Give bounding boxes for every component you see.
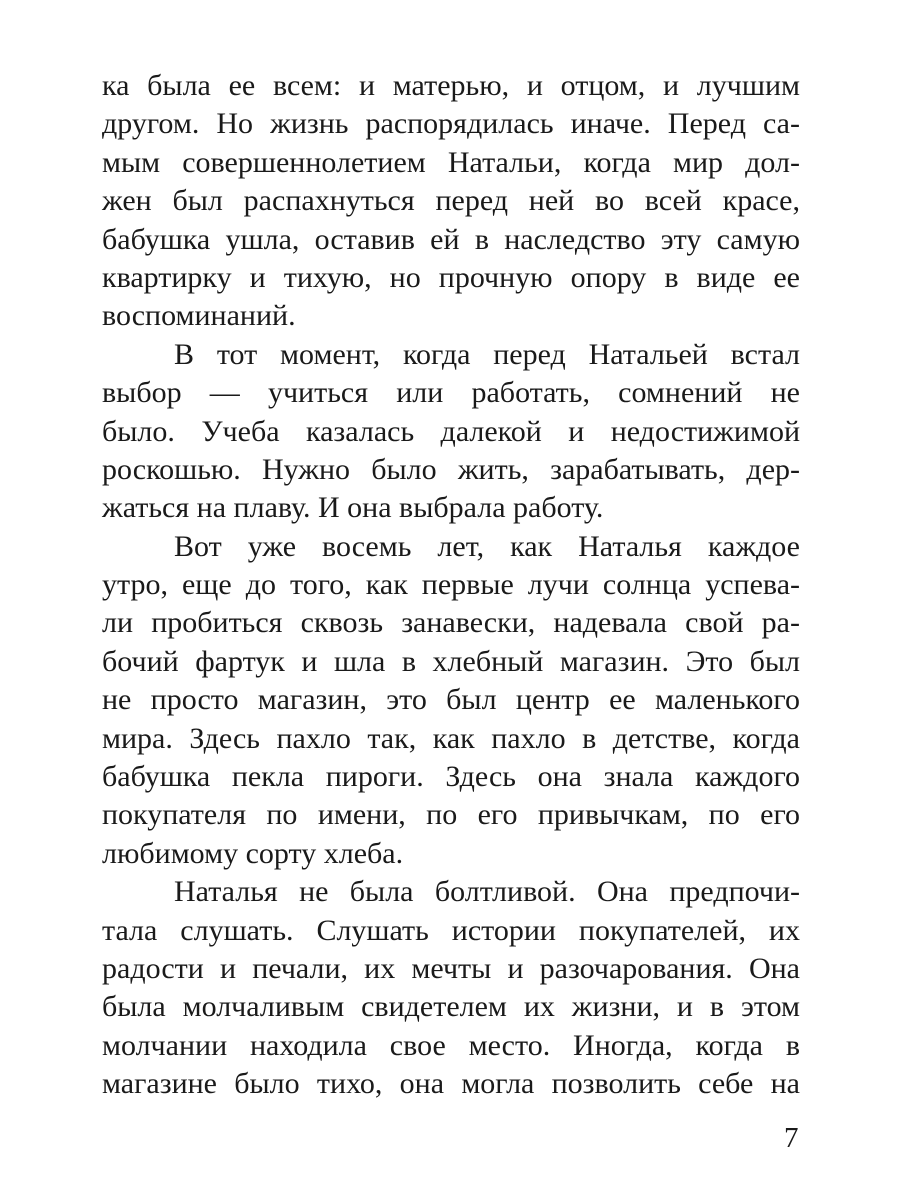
text-line: ка была ее всем: и матерью, и отцом, и лучшим (102, 69, 800, 102)
text-line: бочий фартук и шла в хлебный магазин. Это был (102, 644, 800, 678)
text-line: бабушка пекла пироги. Здесь она знала каждого (102, 760, 800, 794)
text-line: бабушка ушла, оставив ей в наследство эту самую (102, 222, 800, 256)
text-line: роскошью. Нужно было жить, зарабатывать, дер- (102, 452, 800, 486)
text-line: квартирку и тихую, но прочную опору в виде ее (102, 260, 800, 294)
text-line: было. Учеба казалась далекой и недостижимой (102, 414, 800, 448)
text-line: Наталья не была болтливой. Она предпочи- (174, 875, 800, 909)
text-line: жаться на плаву. И она выбрала работу. (102, 491, 604, 525)
text-line: другом. Но жизнь распорядилась иначе. Перед са- (102, 107, 800, 141)
text-line: молчании находила свое место. Иногда, когда в (102, 1028, 800, 1062)
text-line: радости и печали, их мечты и разочарования. Она (102, 951, 800, 985)
text-line: была молчаливым свидетелем их жизни, и в этом (102, 990, 800, 1024)
text-line: жен был распахнуться перед ней во всей красе, (102, 184, 800, 218)
text-line: тала слушать. Слушать истории покупателей, их (102, 913, 800, 947)
page-number: 7 (784, 1122, 799, 1154)
text-line: утро, еще до того, как первые лучи солнца успева- (102, 568, 800, 602)
paragraph-1 (102, 67, 800, 336)
paragraph-3 (102, 528, 800, 874)
text-line: ли пробиться сквозь занавески, надевала свой ра- (102, 606, 800, 640)
text-line: любимому сорту хлеба. (102, 836, 404, 870)
text-line: В тот момент, когда перед Натальей встал (174, 337, 800, 371)
text-line: магазине было тихо, она могла позволить себе на (102, 1067, 800, 1101)
text-line: мира. Здесь пахло так, как пахло в детстве, когда (102, 721, 800, 755)
text-line: не просто магазин, это был центр ее маленького (102, 683, 800, 717)
page-body (102, 67, 800, 1104)
text-line: выбор — учиться или работать, сомнений не (102, 376, 800, 410)
paragraph-2 (102, 336, 800, 528)
text-line: покупателя по имени, по его привычкам, по его (102, 798, 800, 832)
paragraph-4 (102, 873, 800, 1103)
text-line: Вот уже восемь лет, как Наталья каждое (174, 529, 800, 563)
text-line: воспоминаний. (102, 299, 296, 333)
text-line: мым совершеннолетием Натальи, когда мир дол- (102, 145, 800, 179)
